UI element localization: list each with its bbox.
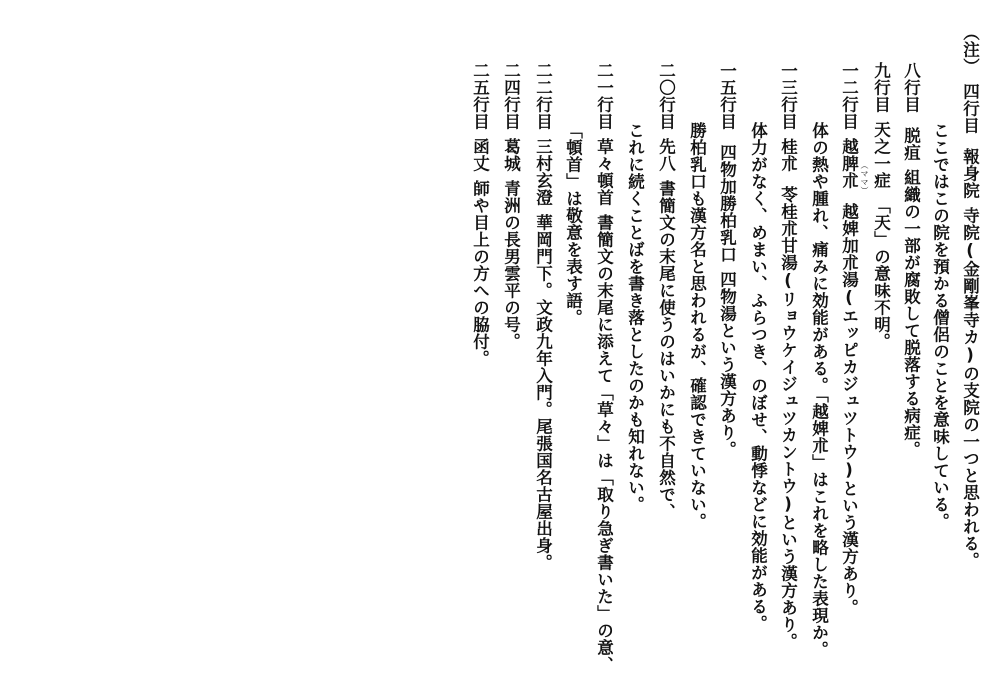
sic-annotation: （ママ） (860, 161, 869, 195)
note-description: 組織の一部が腐敗して脱落する病症。 (901, 169, 921, 458)
note-description: 体力がなく、めまい、ふらつき、のぼせ、動悸などに効能がある。 (748, 122, 768, 632)
note-term: 桂朮 (778, 138, 798, 172)
note-term: 四物加勝柏乳口 (717, 144, 737, 263)
note-description: 体の熱や腫れ、痛みに効能がある。「越婢朮」はこれを略した表現か。 (809, 122, 829, 658)
note-column (502, 62, 519, 350)
note-column (657, 62, 674, 520)
line-ref: 二五行目 (470, 62, 490, 130)
note-column (718, 62, 735, 458)
note-description: 書簡文の末尾に使うのはいかにも不自然で、 (656, 180, 676, 520)
note-description: 師や目上の方への脇付。 (470, 180, 490, 367)
note-description: 勝柏乳口も漢方名と思われるが、確認できていない。 (687, 122, 707, 530)
note-column (471, 62, 488, 367)
note-term: 先八 (656, 138, 676, 172)
line-ref: 一二行目 (839, 62, 859, 130)
note-description: 寺院(金剛峯寺カ)の支院の一つと思われる。 (960, 207, 980, 569)
note-description: ここではこの院を預かる僧侶のことを意味している。 (930, 122, 950, 530)
note-term: 報身院 (960, 148, 980, 199)
line-ref: 二〇行目 (656, 62, 676, 130)
line-ref: 二一行目 (594, 62, 614, 130)
line-ref: 一三行目 (778, 62, 798, 130)
note-continuation (564, 122, 581, 326)
note-term: 天之一症 (871, 121, 891, 189)
line-ref: 八行目 (901, 62, 921, 113)
note-description: 苓桂朮甘湯(リョウケイジュツカントウ)という漢方あり。 (778, 186, 798, 650)
note-column (534, 62, 551, 571)
note-column (839, 62, 869, 616)
line-ref: 一五行目 (717, 62, 737, 130)
note-description: 「天」の意味不明。 (871, 197, 891, 350)
note-description: 「頓首」は敬意を表す語。 (563, 122, 583, 326)
note-column (961, 24, 978, 569)
note-continuation (688, 122, 705, 530)
note-description: 越婢加朮湯(エッピカジュツトウ)という漢方あり。 (839, 203, 859, 616)
notes-header: （注） (960, 24, 980, 75)
note-description: 書簡文の末尾に添えて「草々」は「取り急ぎ書いた」の意、 (594, 214, 614, 673)
note-column (902, 62, 919, 458)
line-ref: 九行目 (871, 62, 891, 113)
note-column (595, 62, 612, 673)
note-description: 華岡門下。文政九年入門。尾張国名古屋出身。 (533, 214, 553, 571)
line-ref: 二二行目 (533, 62, 553, 130)
line-ref: 二四行目 (501, 62, 521, 130)
note-continuation (626, 122, 643, 513)
note-continuation (931, 122, 948, 530)
note-term: 越脾 （ママ） 朮 (839, 138, 869, 195)
note-column (872, 62, 889, 350)
note-continuation (749, 122, 766, 632)
note-term: 脱疽 (901, 127, 921, 161)
note-term: 三村玄澄 (533, 138, 553, 206)
note-description: 青洲の長男雲平の号。 (501, 180, 521, 350)
note-term: 葛城 (501, 138, 521, 172)
note-term: 函丈 (470, 138, 490, 172)
note-description: これに続くことばを書き落としたのかも知れない。 (625, 122, 645, 513)
line-ref: 四行目 (960, 83, 980, 134)
note-continuation (810, 122, 827, 658)
note-term: 草々頓首 (594, 138, 614, 206)
note-column (779, 62, 796, 650)
note-description: 四物湯という漢方あり。 (717, 271, 737, 458)
